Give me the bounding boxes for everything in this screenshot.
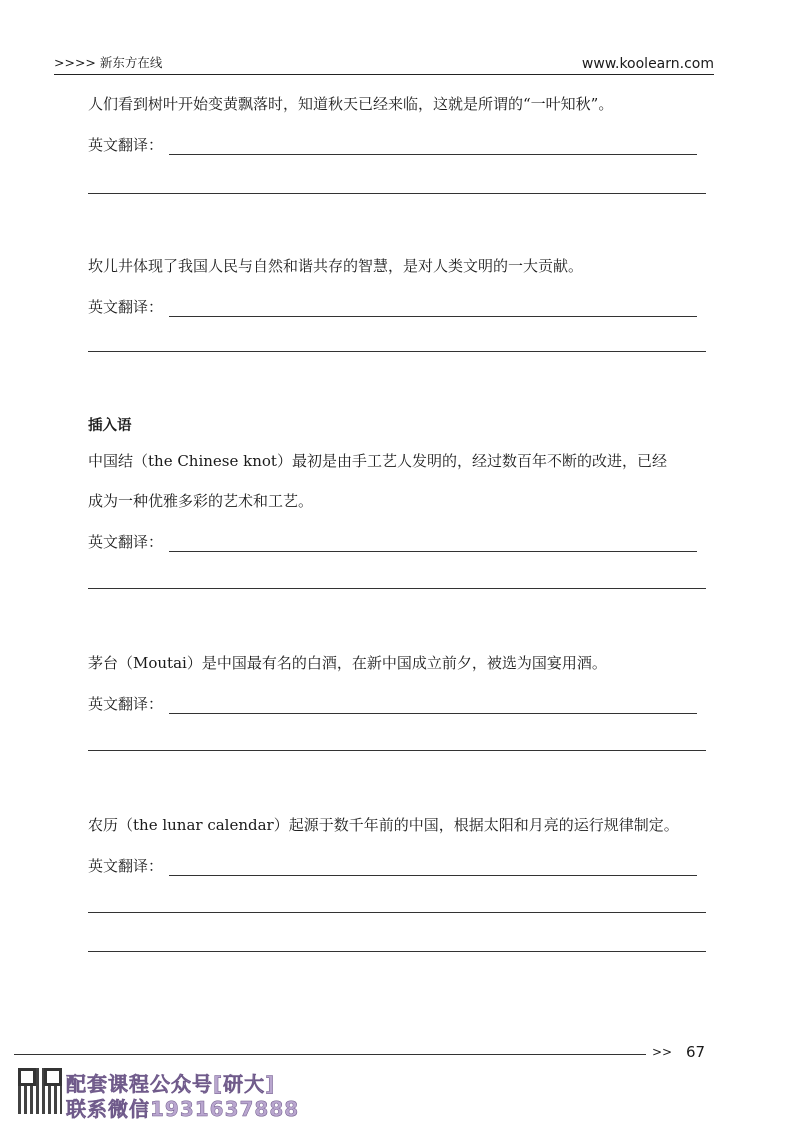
qr-code-icon	[18, 1068, 62, 1114]
exercise-item	[88, 94, 718, 194]
answer-line-extra	[88, 351, 706, 352]
translation-row	[88, 852, 718, 876]
answer-line-extra	[88, 588, 706, 589]
translation-label: 英文翻译：	[88, 298, 164, 316]
footer-arrow-icon: >>	[652, 1045, 673, 1059]
answer-line-extra	[88, 750, 706, 751]
translation-row	[88, 528, 718, 552]
answer-line-extra	[88, 193, 706, 194]
translation-row	[88, 690, 718, 714]
exercise-item	[88, 653, 718, 751]
answer-line	[169, 298, 697, 317]
watermark-line-1: 配套课程公众号[研大]	[66, 1072, 276, 1096]
answer-line	[169, 857, 697, 876]
translation-label: 英文翻译：	[88, 533, 164, 551]
translation-label: 英文翻译：	[88, 857, 164, 875]
source-sentence: 茅台（Moutai）是中国最有名的白酒，在新中国成立前夕，被选为国宴用酒。	[88, 654, 607, 672]
source-sentence: 人们看到树叶开始变黄飘落时，知道秋天已经来临，这就是所谓的“一叶知秋”。	[88, 95, 614, 113]
source-sentence: 坎儿井体现了我国人民与自然和谐共存的智慧，是对人类文明的一大贡献。	[88, 257, 584, 275]
section-heading: 插入语	[88, 418, 132, 434]
watermark-line-2: 联系微信1931637888	[66, 1097, 300, 1121]
exercise-item	[88, 815, 718, 952]
source-sentence: 农历（the lunar calendar）起源于数千年前的中国，根据太阳和月亮的运行规律制定。	[88, 816, 679, 834]
exercise-item	[88, 256, 718, 352]
main-content	[88, 94, 718, 952]
source-sentence: 中国结（the Chinese knot）最初是由手工艺人发明的，经过数百年不断的改进，已经	[88, 452, 667, 470]
translation-label: 英文翻译：	[88, 695, 164, 713]
answer-line-extra	[88, 912, 706, 913]
translation-row	[88, 293, 718, 317]
header-url: www.koolearn.com	[581, 56, 714, 72]
header-brand: >>>> 新东方在线	[54, 55, 163, 70]
page-number: 67	[686, 1043, 706, 1061]
exercise-item	[88, 451, 718, 589]
answer-line	[169, 136, 697, 155]
answer-line	[169, 695, 697, 714]
answer-line	[169, 533, 697, 552]
source-sentence: 成为一种优雅多彩的艺术和工艺。	[88, 492, 314, 510]
page-header	[54, 54, 714, 75]
translation-label: 英文翻译：	[88, 136, 164, 154]
answer-line-extra	[88, 951, 706, 952]
translation-row	[88, 131, 718, 155]
footer-rule	[14, 1054, 646, 1055]
